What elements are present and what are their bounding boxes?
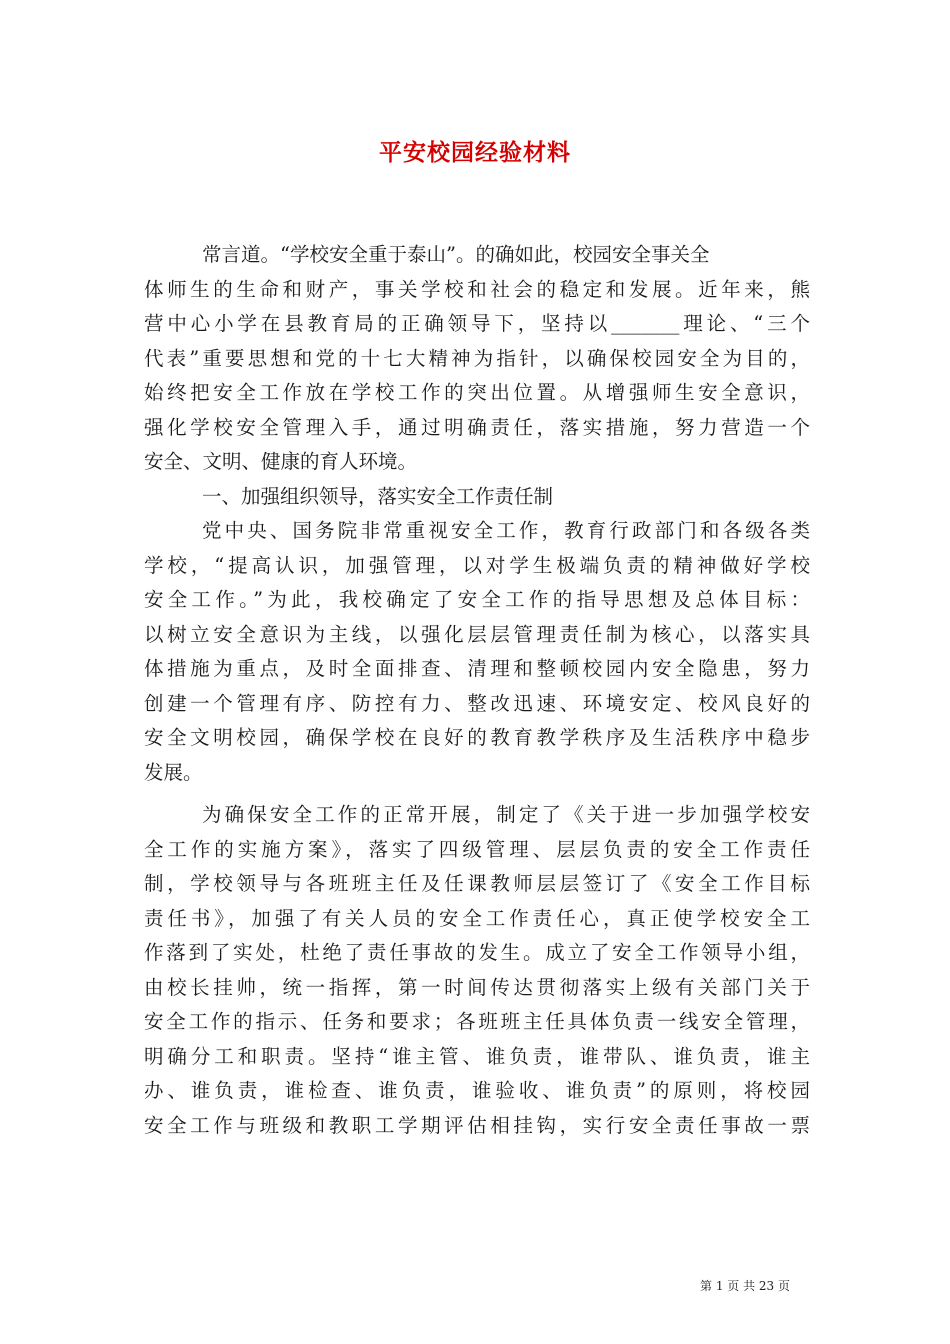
page-number: 第 1 页 共 23 页 xyxy=(700,1279,790,1293)
document-title: 平安校园经验材料 xyxy=(379,139,571,166)
text-line: 安全工作的指示、任务和要求；各班班主任具体负责一线安全管理， xyxy=(144,1010,810,1033)
document-body xyxy=(144,238,810,1143)
text-line: 体师生的生命和财产，事关学校和社会的稳定和发展。近年来，熊 xyxy=(144,277,810,301)
text-line: 营中心小学在县教育局的正确领导下，坚持以_______理论、“三个 xyxy=(144,312,810,335)
text-line: 发展。 xyxy=(144,760,203,784)
text-line: 学校，“提高认识，加强管理，以对学生极端负责的精神做好学校 xyxy=(144,553,810,577)
text-line: 安全工作。”为此，我校确定了安全工作的指导思想及总体目标： xyxy=(144,588,810,611)
text-line: 明确分工和职责。坚持“谁主管、谁负责，谁带队、谁负责，谁主 xyxy=(144,1044,810,1068)
section-heading: 一、加强组织领导，落实安全工作责任制 xyxy=(202,484,554,508)
text-line: 责任书》，加强了有关人员的安全工作责任心，真正使学校安全工 xyxy=(144,906,810,930)
text-line: 制，学校领导与各班班主任及任课教师层层签订了《安全工作目标 xyxy=(144,872,810,895)
text-line: 全工作的实施方案》，落实了四级管理、层层负责的安全工作责任 xyxy=(144,837,810,861)
text-line: 强化学校安全管理入手，通过明确责任，落实措施，努力营造一个 xyxy=(144,415,810,439)
text-line: 作落到了实处，杜绝了责任事故的发生。成立了安全工作领导小组， xyxy=(144,941,810,964)
text-line: 以树立安全意识为主线，以强化层层管理责任制为核心，以落实具 xyxy=(144,622,810,646)
text-line: 党中央、国务院非常重视安全工作，教育行政部门和各级各类 xyxy=(202,519,810,542)
text-line: 始终把安全工作放在学校工作的突出位置。从增强师生安全意识， xyxy=(144,381,810,404)
text-line: 为确保安全工作的正常开展，制定了《关于进一步加强学校安 xyxy=(202,803,810,826)
text-line: 常言道。“学校安全重于泰山”。的确如此，校园安全事关全 xyxy=(202,243,710,266)
text-line: 创建一个管理有序、防控有力、整改迅速、环境安定、校风良好的 xyxy=(144,691,810,715)
text-line: 安全工作与班级和教职工学期评估相挂钩，实行安全责任事故一票 xyxy=(144,1113,810,1137)
text-line: 由校长挂帅，统一指挥，第一时间传达贯彻落实上级有关部门关于 xyxy=(144,975,810,999)
text-line: 体措施为重点，及时全面排查、清理和整顿校园内安全隐患，努力 xyxy=(144,657,810,680)
text-line: 安全、文明、健康的育人环境。 xyxy=(144,450,418,473)
text-line: 安全文明校园，确保学校在良好的教育教学秩序及生活秩序中稳步 xyxy=(144,726,810,749)
text-line: 办、谁负责，谁检查、谁负责，谁验收、谁负责”的原则，将校园 xyxy=(144,1079,810,1102)
text-line: 代表”重要思想和党的十七大精神为指针，以确保校园安全为目的， xyxy=(144,346,810,370)
